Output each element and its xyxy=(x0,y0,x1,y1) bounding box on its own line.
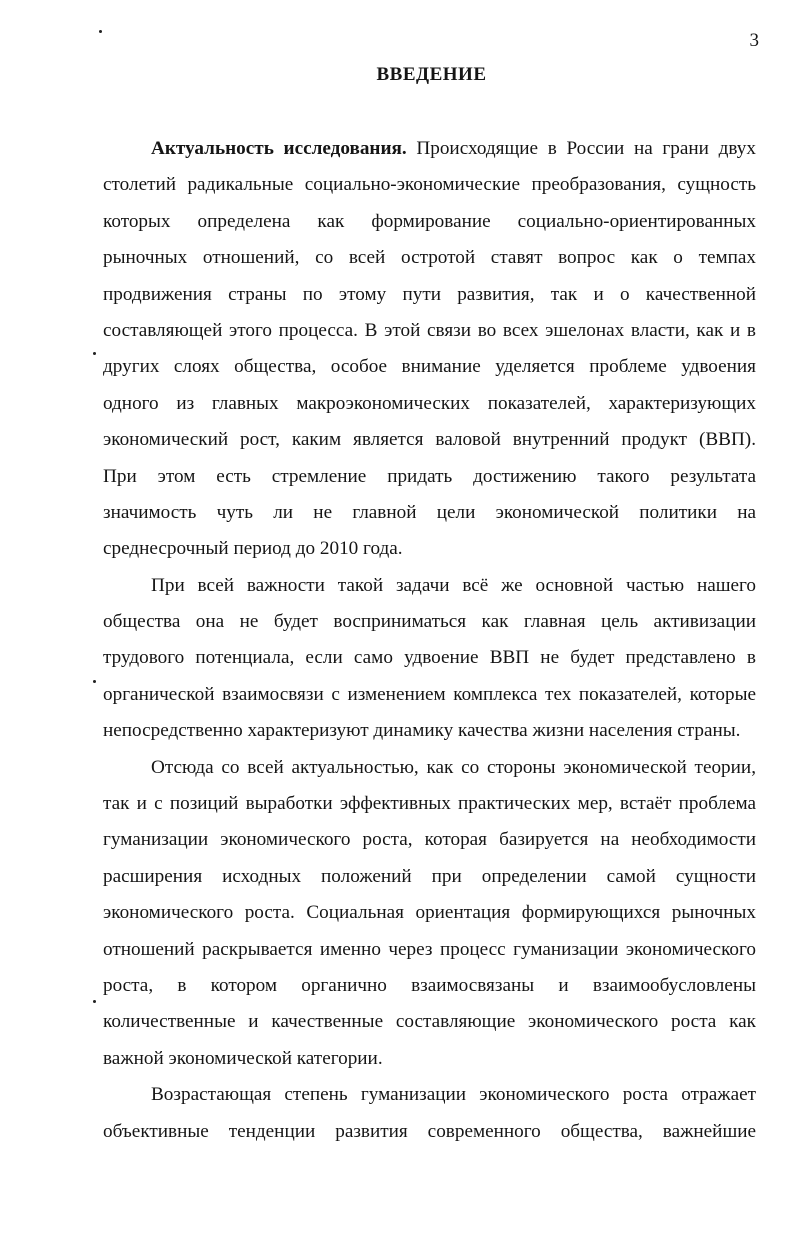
paragraph-line: Актуальность исследования. Происходящие в России на грани двух xyxy=(151,138,756,159)
paragraph-line: так и с позиций выработки эффективных практических мер, встаёт проблема xyxy=(103,793,756,815)
paragraph-line: среднесрочный период до 2010 года. xyxy=(103,538,403,560)
page-number: 3 xyxy=(749,30,759,51)
paragraph-line: При всей важности такой задачи всё же основной частью нашего xyxy=(151,574,756,596)
paragraph-line: количественные и качественные составляющие экономического роста как xyxy=(103,1011,756,1033)
paragraph-line: роста, в котором органично взаимосвязаны и взаимообусловлены xyxy=(103,974,756,996)
body-text xyxy=(103,131,756,1150)
scan-speck xyxy=(99,30,102,33)
paragraph-line: составляющей этого процесса. В этой связи во всех эшелонах власти, как и в xyxy=(103,319,756,341)
paragraph-line: трудового потенциала, если само удвоение ВВП не будет представлено в xyxy=(103,647,756,669)
scan-speck xyxy=(93,1000,96,1003)
scan-speck xyxy=(93,680,96,683)
paragraph-line: экономический рост, каким является валовой внутренний продукт (ВВП). xyxy=(103,429,756,451)
paragraph-line: отношений раскрывается именно через процесс гуманизации экономического xyxy=(103,938,756,960)
paragraph-line: Отсюда со всей актуальностью, как со стороны экономической теории, xyxy=(151,756,756,778)
paragraph-line: рыночных отношений, со всей остротой ставят вопрос как о темпах xyxy=(103,247,756,269)
paragraph-line: Возрастающая степень гуманизации экономического роста отражает xyxy=(151,1084,756,1106)
paragraph-line: столетий радикальные социально-экономические преобразования, сущность xyxy=(103,174,756,196)
paragraph-line: гуманизации экономического роста, которая базируется на необходимости xyxy=(103,829,756,851)
paragraph-line: которых определена как формирование социально-ориентированных xyxy=(103,210,756,232)
paragraph-line: объективные тенденции развития современного общества, важнейшие xyxy=(103,1120,756,1142)
paragraph-line: значимость чуть ли не главной цели экономической политики на xyxy=(103,501,756,523)
paragraph-line: важной экономической категории. xyxy=(103,1047,383,1069)
paragraph-line: экономического роста. Социальная ориентация формирующихся рыночных xyxy=(103,902,756,924)
paragraph-line: продвижения страны по этому пути развития, так и о качественной xyxy=(103,283,756,305)
page-title: ВВЕДЕНИЕ xyxy=(376,64,487,85)
paragraph-line: непосредственно характеризуют динамику качества жизни населения страны. xyxy=(103,720,741,742)
scan-speck xyxy=(93,352,96,355)
lead-phrase: Актуальность исследования. xyxy=(151,138,407,159)
paragraph-line: При этом есть стремление придать достижению такого результата xyxy=(103,465,756,487)
paragraph-line: общества она не будет восприниматься как главная цель активизации xyxy=(103,611,756,633)
paragraph-line: других слоях общества, особое внимание уделяется проблеме удвоения xyxy=(103,356,756,378)
paragraph-line: одного из главных макроэкономических показателей, характеризующих xyxy=(103,392,756,414)
paragraph-line: расширения исходных положений при определении самой сущности xyxy=(103,865,756,887)
paragraph-line: органической взаимосвязи с изменением комплекса тех показателей, которые xyxy=(103,683,756,705)
